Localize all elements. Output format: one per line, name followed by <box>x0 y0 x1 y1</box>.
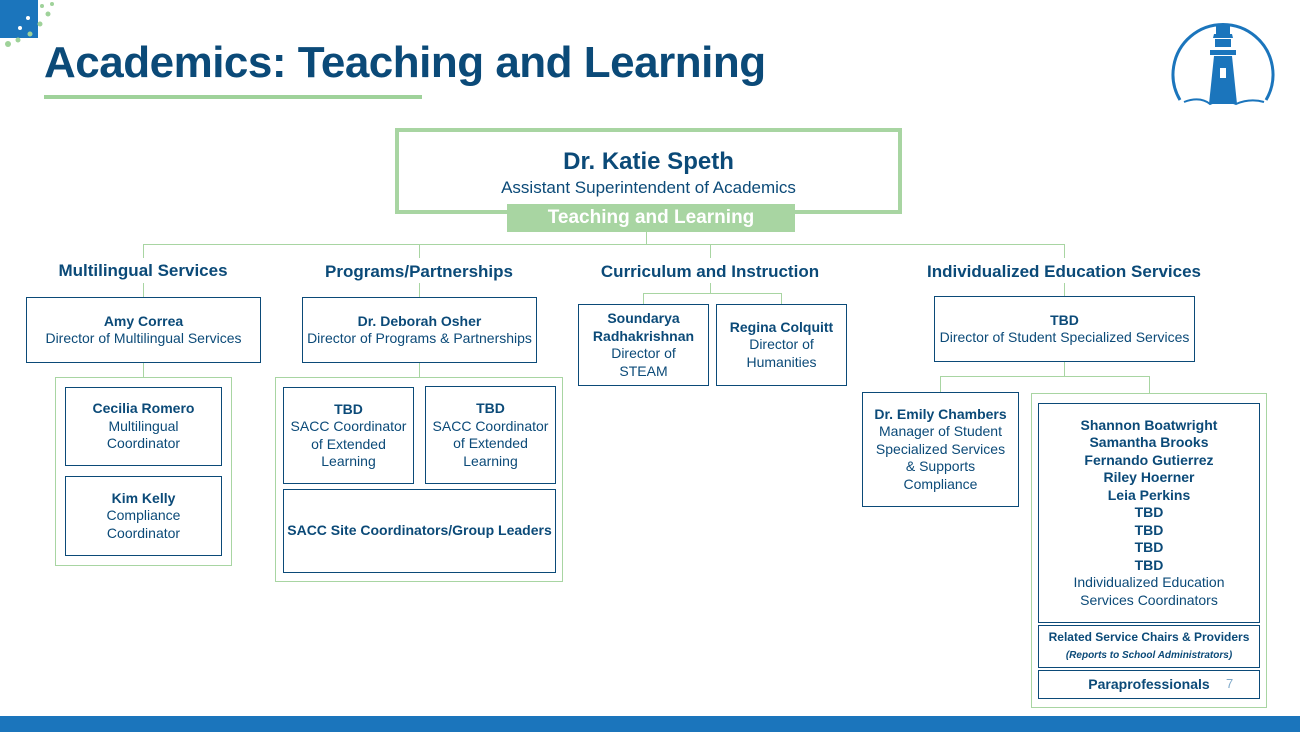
connector <box>781 293 782 304</box>
connector <box>1064 244 1065 258</box>
para-label: Paraprofessionals <box>1088 675 1210 692</box>
dept-curriculum-heading: Curriculum and Instruction <box>600 262 820 281</box>
person-name: TBD <box>476 400 505 416</box>
person-name: Kim Kelly <box>111 489 176 506</box>
person-name: Dr. Emily Chambers <box>874 405 1007 422</box>
connector <box>143 244 1065 245</box>
dept-ies-heading: Individualized Education Services <box>927 262 1201 281</box>
sacc-coordinator-box <box>425 386 556 484</box>
connector <box>646 232 647 244</box>
connector <box>1064 283 1065 296</box>
compliance-coordinator-box <box>65 476 222 556</box>
related-service-box <box>1038 625 1260 668</box>
connector <box>419 244 420 258</box>
person-role: Multilingual Coordinator <box>106 417 181 452</box>
humanities-director-box <box>716 304 847 386</box>
person-role: Director of Student Specialized Services <box>939 329 1190 345</box>
connector <box>419 283 420 297</box>
connector <box>143 362 144 377</box>
multilingual-director-box <box>26 297 261 363</box>
person-name: Soundarya Radhakrishnan <box>592 310 695 344</box>
connector <box>419 362 420 377</box>
coordinator-name: TBD <box>1134 556 1164 573</box>
coordinator-name: Fernando Gutierrez <box>1084 451 1214 468</box>
person-name: Amy Correa <box>103 312 184 329</box>
connector <box>143 283 144 297</box>
assistant-superintendent-box <box>395 128 902 214</box>
sacc-coordinator-box <box>283 387 414 484</box>
coordinator-name: Leia Perkins <box>1107 486 1191 503</box>
footer-bar <box>0 716 1300 732</box>
programs-director-box <box>302 297 537 363</box>
ies-coordinators-box <box>1038 403 1260 623</box>
connector <box>1064 361 1065 376</box>
dept-multilingual-heading: Multilingual Services <box>58 261 228 280</box>
teaching-learning-band: Teaching and Learning <box>507 204 795 232</box>
person-name: Dr. Deborah Osher <box>357 312 482 329</box>
sacc-site-box <box>283 489 556 573</box>
related-title: Related Service Chairs & Providers <box>1048 630 1250 644</box>
person-role: Compliance Coordinator <box>106 507 181 541</box>
connector <box>940 376 941 392</box>
page-title: Academics: Teaching and Learning <box>44 38 766 87</box>
coordinator-name: Riley Hoerner <box>1103 469 1195 486</box>
connector <box>940 376 1150 377</box>
lighthouse-logo-icon <box>1170 18 1276 110</box>
ies-director-box <box>934 296 1195 362</box>
connector <box>1149 376 1150 393</box>
coordinator-role: Individualized Education Services Coordinators <box>1073 574 1225 608</box>
person-role: Director of Programs & Partnerships <box>307 330 532 346</box>
person-role: Director of STEAM <box>611 345 676 379</box>
coordinator-name: TBD <box>1134 539 1164 556</box>
person-role: Director of Multilingual Services <box>45 330 242 346</box>
coordinator-name: TBD <box>1134 521 1164 538</box>
coordinator-name: TBD <box>1134 504 1164 521</box>
connector <box>710 244 711 258</box>
person-role: SACC Coordinator of Extended Learning <box>290 418 407 469</box>
person-name: Regina Colquitt <box>729 318 834 335</box>
connector <box>710 283 711 293</box>
person-role: SACC Coordinator of Extended Learning <box>432 417 549 469</box>
connector <box>643 293 782 294</box>
related-note: (Reports to School Administrators) <box>1065 649 1233 661</box>
ies-manager-box <box>862 392 1019 507</box>
page-number: 7 <box>1226 676 1234 691</box>
person-name: TBD <box>334 400 363 417</box>
multilingual-coordinator-box <box>65 387 222 466</box>
connector <box>143 244 144 258</box>
title-underline <box>44 95 422 99</box>
person-role: Manager of Student Specialized Services & Supports Compliance <box>875 423 1006 492</box>
coordinator-name: Samantha Brooks <box>1089 434 1209 451</box>
top-role: Assistant Superintendent of Academics <box>501 178 796 197</box>
dept-programs-heading: Programs/Partnerships <box>324 262 513 281</box>
site-label: SACC Site Coordinators/Group Leaders <box>287 522 552 539</box>
steam-director-box <box>578 304 709 386</box>
person-role: Director of Humanities <box>746 336 817 370</box>
person-name: Cecilia Romero <box>92 400 195 417</box>
coordinator-name: Shannon Boatwright <box>1080 416 1218 433</box>
connector <box>643 293 644 304</box>
person-name: TBD <box>1050 311 1079 328</box>
top-name: Dr. Katie Speth <box>563 148 734 175</box>
